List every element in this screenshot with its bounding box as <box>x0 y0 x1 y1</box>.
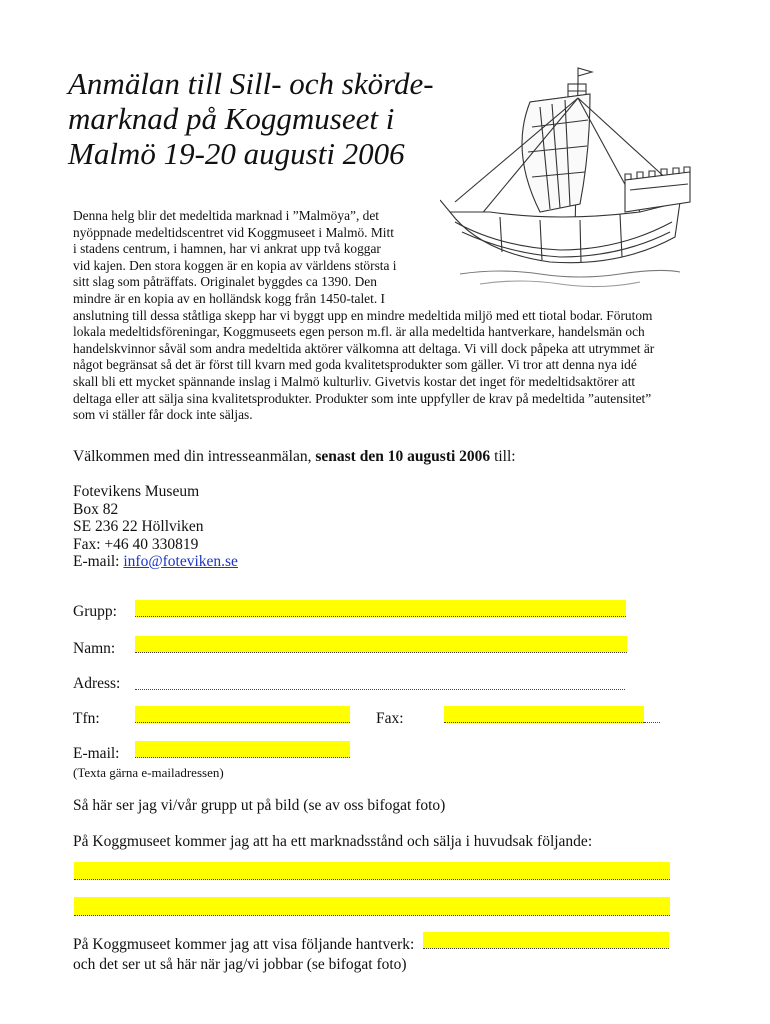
email-link[interactable]: info@foteviken.se <box>123 553 238 570</box>
address-email-label: E-mail: <box>73 553 124 570</box>
intro-line: lokala medeltidsföreningar, Koggmuseets egen person m.fl. är alla medeltida hantverkare, handelsmän och <box>73 324 645 340</box>
page-title <box>68 66 448 171</box>
intro-paragraph <box>73 208 703 424</box>
craft-field[interactable] <box>423 932 669 949</box>
title-line-2: marknad på Koggmuseet i <box>68 101 395 136</box>
email-label: E-mail: <box>73 745 120 762</box>
address-name: Fotevikens Museum <box>73 483 200 500</box>
tfn-field[interactable] <box>135 706 350 723</box>
welcome-prefix: Välkommen med din intresseanmälan, <box>73 448 316 465</box>
email-field[interactable] <box>135 741 350 758</box>
sell-text: På Koggmuseet kommer jag att ha ett marknadsstånd och sälja i huvudsak följande: <box>73 833 593 850</box>
address-email <box>73 553 238 571</box>
fax-field[interactable] <box>444 706 644 723</box>
intro-line: deltaga eller att sälja sina kvalitetsprodukter. Produkter som inte uppfyller de krav på medeltida ”autensitet” <box>73 390 652 406</box>
welcome-text <box>73 448 516 466</box>
craft-text: På Koggmuseet kommer jag att visa följande hantverk: <box>73 936 415 953</box>
namn-field[interactable] <box>135 636 627 653</box>
title-line-1: Anmälan till Sill- och skörde- <box>68 66 434 101</box>
craft-photo-text: och det ser ut så här när jag/vi jobbar (se bifogat foto) <box>73 956 407 973</box>
welcome-suffix: till: <box>490 448 516 465</box>
deadline: senast den 10 augusti 2006 <box>315 448 491 465</box>
intro-line: Denna helg blir det medeltida marknad i ”Malmöya”, det <box>73 208 380 223</box>
address-block <box>73 483 238 571</box>
intro-line: nyöppnade medeltidscentret vid Koggmuseet i Malmö. Mitt <box>73 224 394 240</box>
fax-label: Fax: <box>376 710 404 727</box>
intro-line: anslutning till dessa ståtliga skepp har vi byggt upp en mindre medeltida miljö med ett tiotal bodar. Förutom <box>73 307 653 323</box>
tfn-label: Tfn: <box>73 710 100 727</box>
adress-field[interactable] <box>135 673 625 690</box>
sell-field-1[interactable] <box>74 862 670 880</box>
grupp-label: Grupp: <box>73 603 117 620</box>
intro-line: mindre är en kopia av en holländsk kogg från 1450-talet. I <box>73 290 385 306</box>
address-city: SE 236 22 Höllviken <box>73 518 204 535</box>
namn-label: Namn: <box>73 640 116 657</box>
title-line-3: Malmö 19-20 augusti 2006 <box>68 136 405 171</box>
sell-field-2[interactable] <box>74 897 670 916</box>
fax-field-tail <box>644 706 660 723</box>
adress-label: Adress: <box>73 675 121 692</box>
email-note: (Texta gärna e-mailadressen) <box>73 765 224 780</box>
intro-line: sitt slag som påträffats. Originalet byggdes ca 1390. Den <box>73 274 377 290</box>
intro-line: något begränsat så det är först till kvarn med goda kvalitetsprodukter som gäller. Vi tror att denna nya idé <box>73 357 637 373</box>
intro-line: vid kajen. Den stora koggen är en kopia av världens största i <box>73 257 397 273</box>
intro-line: i stadens centrum, i hamnen, har vi ankrat upp två koggar <box>73 241 381 257</box>
address-box: Box 82 <box>73 500 119 518</box>
address-fax: Fax: +46 40 330819 <box>73 535 199 553</box>
intro-line: skall bli ett mycket spännande inslag i Malmö kulturliv. Givetvis kostar det inget för medeltidsaktörer att <box>73 373 636 389</box>
grupp-field[interactable] <box>135 600 626 617</box>
intro-line: handelskvinnor såväl som andra medeltida aktörer välkomna att deltaga. Vi vill dock påpeka att utrymmet är <box>73 340 655 356</box>
intro-line: som vi ställer får dock inte säljas. <box>73 407 253 423</box>
photo-note: Så här ser jag vi/vår grupp ut på bild (se av oss bifogat foto) <box>73 797 446 814</box>
